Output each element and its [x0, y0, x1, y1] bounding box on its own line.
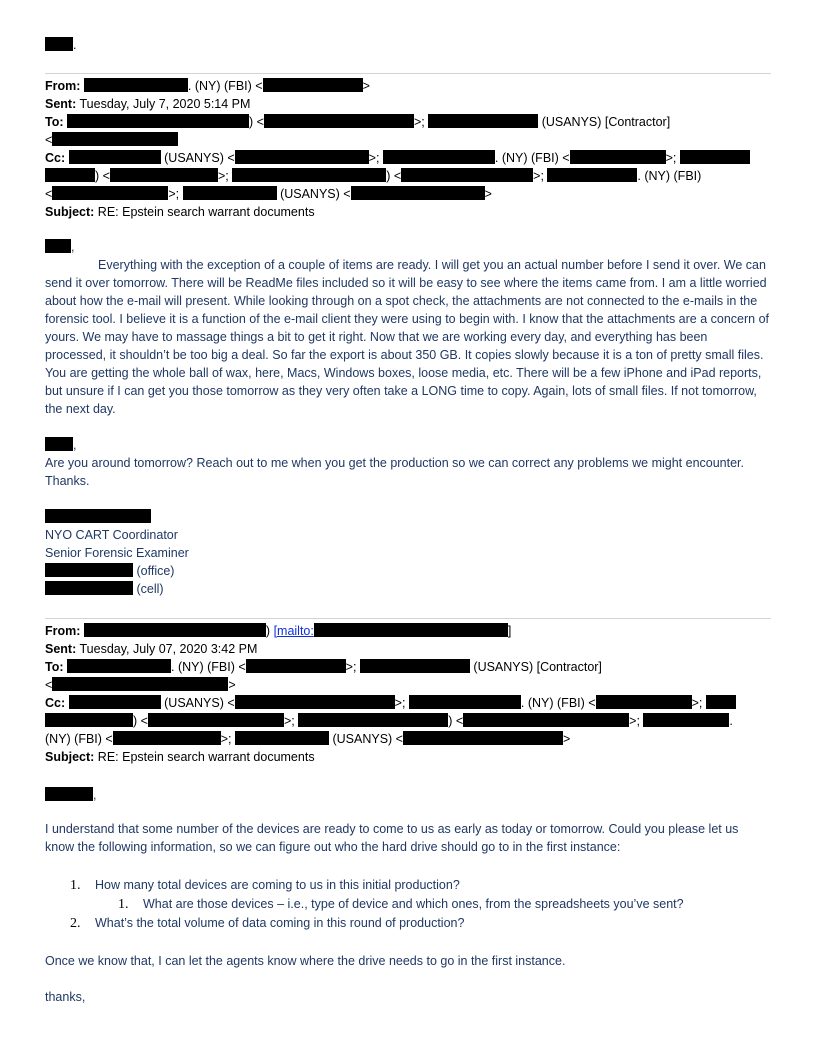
- redaction-block: [45, 563, 133, 577]
- numbered-list: [70, 876, 771, 933]
- redaction-block: [351, 186, 485, 200]
- redaction-block: [67, 114, 249, 128]
- redaction-block: [401, 168, 533, 182]
- redaction-block: [45, 509, 151, 523]
- cc-line: Cc: (USANYS) < >; . (NY) (FBI) < >;: [45, 149, 771, 167]
- redaction-block: [235, 150, 369, 164]
- redaction-block: [643, 713, 729, 727]
- redaction-block: [45, 787, 93, 801]
- redaction-block: [463, 713, 629, 727]
- email2-signoff: thanks,: [45, 990, 86, 1004]
- redaction-block: [52, 186, 168, 200]
- to-line-cont: <: [45, 131, 771, 149]
- email1-body-paragraph: Everything with the exception of a couple of items are ready. I will get you an actual number before I send it over. We can send it over tomorrow. There will be ReadMe files included so it will be easy to see where the items came from. I am a little worried about how the e-mail will present. While looking through on a spot check, the attachments are not connected to the e-mails in the forensic tool. I believe it is a function of the e-mail client they were using to begin with. I know that the attachments are a concern of yours. We may have to massage things a bit to get it right. Now that we are working every day, and everything has been processed, it shouldn’t be too big a deal. So far the export is about 350 GB. It copies slowly because it is a ton of pretty small files. You are getting the whole ball of wax, here, Macs, Windows boxes, loose media, etc. There will be a few iPhone and iPad reports, but unsure if I can get you those tomorrow as they very often take a LONG time to copy. Again, lots of small files. If not tomorrow, the next day.: [45, 258, 769, 416]
- redaction-block: [52, 132, 178, 146]
- redaction-block: [45, 437, 73, 451]
- redaction-block: [232, 168, 386, 182]
- list-item: 1. How many total devices are coming to us in this initial production?: [70, 878, 460, 893]
- redaction-block: [84, 78, 188, 92]
- redaction-block: [314, 623, 508, 637]
- redaction-block: [45, 713, 133, 727]
- to-line: To: ) < >; (USANYS) [Contractor]: [45, 115, 671, 129]
- email2-greeting: ,: [45, 786, 771, 804]
- redaction-block: [69, 695, 161, 709]
- redaction-block: [403, 731, 563, 745]
- redaction-block: [69, 150, 161, 164]
- email2-intro: I understand that some number of the devices are ready to come to us as early as today or tomorrow. Could you please let us know the following information, so we can figure out who the hard drive should go to in the first instance:: [45, 822, 739, 854]
- redaction-block: [596, 695, 692, 709]
- redaction-block: [409, 695, 521, 709]
- email1-greeting-2: ,: [45, 436, 771, 454]
- redaction-block: [67, 659, 171, 673]
- sent-line: Sent: Tuesday, July 7, 2020 5:14 PM: [45, 97, 251, 111]
- email2-header: [45, 622, 771, 766]
- signature-title-2: Senior Forensic Examiner: [45, 546, 189, 560]
- redaction-block: [706, 695, 736, 709]
- subject-line: Subject: RE: Epstein search warrant documents: [45, 205, 315, 219]
- redaction-block: [148, 713, 284, 727]
- from-line: From: ) [mailto: ]: [45, 624, 512, 638]
- email1-greeting: ,: [45, 238, 771, 256]
- redaction-block: [45, 37, 73, 51]
- redaction-block: [246, 659, 346, 673]
- cc-line-2: ) < >; ) < >; . (NY) (FBI): [45, 167, 771, 185]
- email2-closing: Once we know that, I can let the agents know where the drive needs to go in the first instance.: [45, 954, 566, 968]
- signature: [45, 508, 771, 598]
- divider: [45, 73, 771, 74]
- top-redacted-line: .: [45, 36, 771, 54]
- signature-title-1: NYO CART Coordinator: [45, 528, 178, 542]
- redaction-block: [52, 677, 228, 691]
- redaction-block: [680, 150, 750, 164]
- to-line: To: . (NY) (FBI) < >; (USANYS) [Contractor]: [45, 660, 602, 674]
- redaction-block: [360, 659, 470, 673]
- redaction-block: [113, 731, 221, 745]
- email1-body-paragraph-2: Are you around tomorrow? Reach out to me when you get the production so we can correct any problems we might encounter. Thanks.: [45, 456, 744, 488]
- redaction-block: [235, 731, 329, 745]
- redaction-block: [110, 168, 218, 182]
- list-item: 2. What’s the total volume of data coming in this round of production?: [70, 916, 465, 931]
- redaction-block: [235, 695, 395, 709]
- divider: [45, 618, 771, 619]
- redaction-block: [84, 623, 266, 637]
- to-line-cont: < >: [45, 678, 236, 692]
- redaction-block: [298, 713, 448, 727]
- cc-line: Cc: (USANYS) < >; . (NY) (FBI) < >;: [45, 694, 771, 712]
- list-item: 1. What are those devices – i.e., type of device and which ones, from the spreadsheets you’ve sent?: [118, 897, 684, 912]
- redaction-block: [183, 186, 277, 200]
- redaction-block: [547, 168, 637, 182]
- signature-office: (office): [45, 562, 771, 580]
- redaction-block: [428, 114, 538, 128]
- redaction-block: [45, 581, 133, 595]
- redaction-block: [263, 78, 363, 92]
- redaction-block: [570, 150, 666, 164]
- email1-header: [45, 77, 771, 221]
- redaction-block: [45, 168, 95, 182]
- redaction-block: [383, 150, 495, 164]
- cc-line-3: (NY) (FBI) < >; (USANYS) < >: [45, 732, 571, 746]
- cc-line-2: ) < >; ) < >; .: [45, 712, 771, 730]
- redaction-block: [45, 239, 71, 253]
- signature-cell: (cell): [45, 580, 771, 598]
- sent-line: Sent: Tuesday, July 07, 2020 3:42 PM: [45, 642, 258, 656]
- redaction-block: [264, 114, 414, 128]
- from-line: From: . (NY) (FBI) < >: [45, 79, 370, 93]
- mailto-link[interactable]: [mailto:: [274, 624, 508, 638]
- subject-line: Subject: RE: Epstein search warrant documents: [45, 750, 315, 764]
- signature-name: [45, 508, 771, 526]
- cc-line-3: < >; (USANYS) < >: [45, 187, 492, 201]
